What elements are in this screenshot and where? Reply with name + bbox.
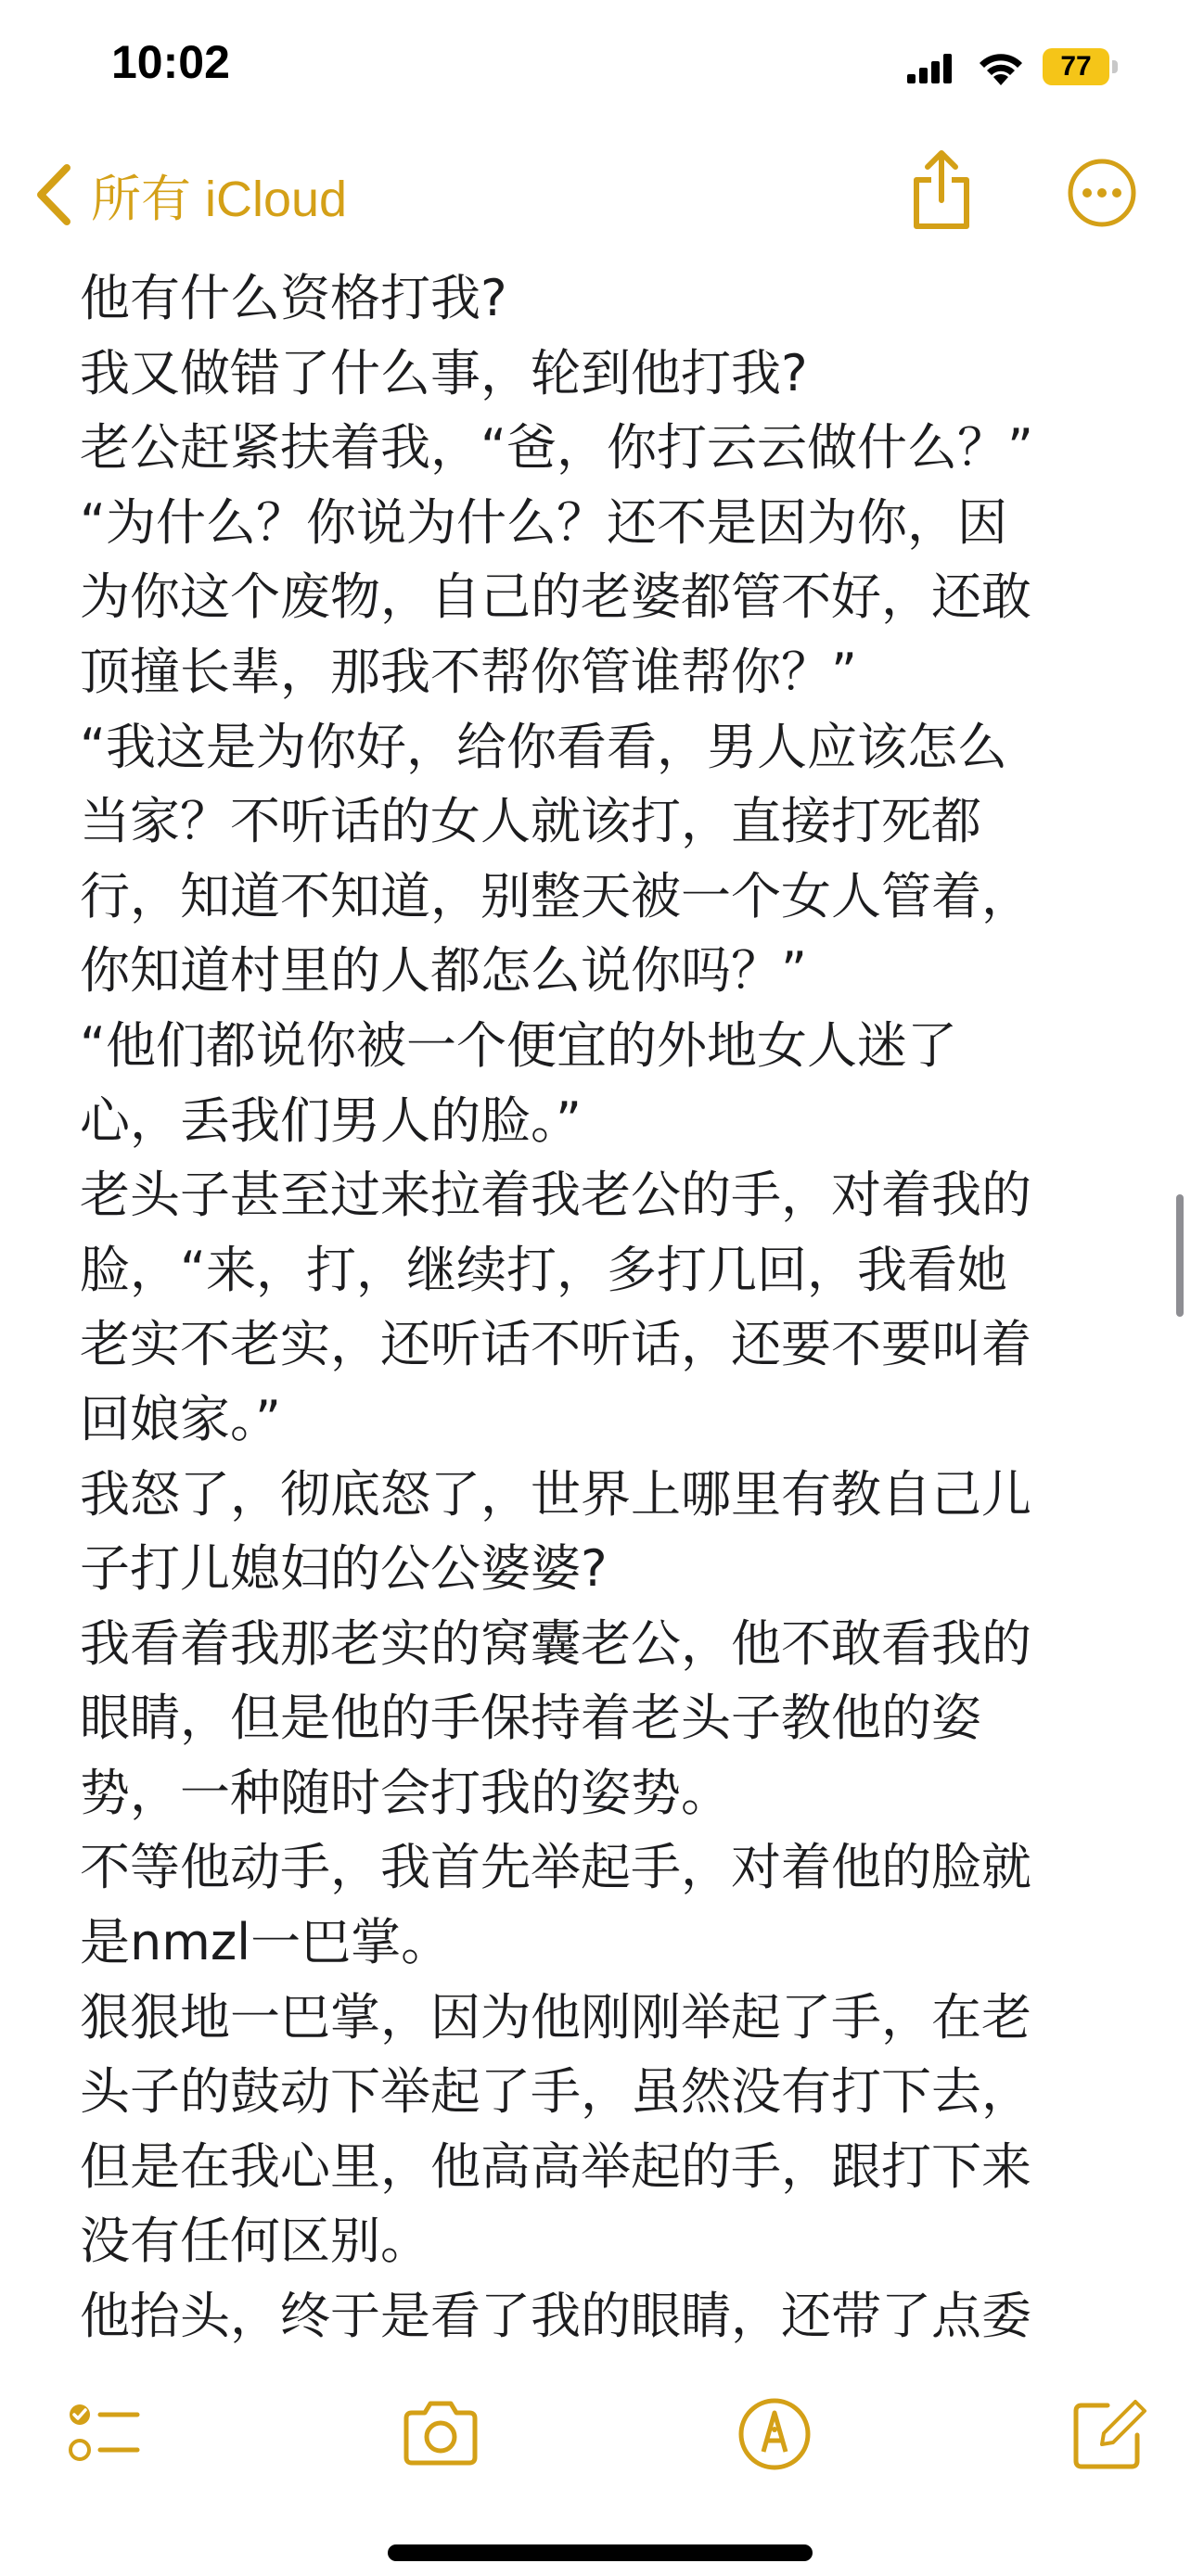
wifi-icon [974,48,1028,85]
note-text-line: 当家？不听话的女人就该打，直接打死都 [80,792,981,851]
cellular-signal-icon [907,54,954,83]
note-text-line: 行，知道不知道，别整天被一个女人管着， [80,866,1031,925]
note-text-line: 心，丢我们男人的脸。” [80,1090,582,1150]
note-text-line: 我看着我那老实的窝囊老公，他不敢看我的 [80,1613,1031,1673]
note-text-line: 为你这个废物，自己的老婆都管不好，还敢 [80,567,1031,627]
note-text-line: “为什么？你说为什么？还不是因为你，因 [80,492,1007,552]
note-text-line: 我怒了，彻底怒了，世界上哪里有教自己儿 [80,1464,1031,1524]
note-text-line: 但是在我心里，他高高举起的手，跟打下来 [80,2136,1031,2196]
note-text-line: 回娘家。” [80,1389,281,1448]
compose-icon [1067,2392,1150,2476]
compose-button[interactable] [1067,2392,1150,2476]
navigation-bar [0,139,1191,250]
note-text-line: 不等他动手，我首先举起手，对着他的脸就 [80,1838,1031,1897]
note-text-line: 头子的鼓动下举起了手，虽然没有打下去， [80,2062,1031,2122]
note-text-line: 子打儿媳妇的公公婆婆? [80,1539,608,1599]
note-text-line: 他有什么资格打我? [80,269,507,327]
pen-tip-icon [733,2392,816,2476]
note-text-line: 我又做错了什么事，轮到他打我? [80,343,808,402]
note-text-line: 势，一种随时会打我的姿势。 [80,1763,731,1822]
note-text-line: “我这是为你好，给你看看，男人应该怎么 [80,717,1007,776]
note-text-line: 顶撞长辈，那我不帮你管谁帮你？” [80,642,857,701]
note-text-line: 老头子甚至过来拉着我老公的手，对着我的 [80,1166,1031,1225]
battery-level: 77 [1043,48,1109,85]
back-button-label: 所有 iCloud [91,171,348,227]
note-text-line: 他抬头，终于是看了我的眼睛，还带了点委 [80,2287,1031,2346]
note-text-line: 老公赶紧扶着我，“爸，你打云云做什么？” [80,418,1033,478]
battery-indicator [1043,48,1119,85]
note-body[interactable] [80,261,1137,2366]
camera-icon [399,2392,482,2476]
note-text-line: 老实不老实，还听话不听话，还要不要叫着 [80,1315,1031,1374]
note-text-line: 脸，“来，打，继续打，多打几回，我看她 [80,1240,1007,1299]
checklist-button[interactable] [59,2392,143,2476]
home-indicator [388,2544,813,2561]
checklist-icon [59,2392,143,2476]
note-text-line: 你知道村里的人都怎么说你吗？” [80,941,807,1001]
note-text-line: 眼睛，但是他的手保持着老头子教他的姿 [80,1689,981,1748]
ellipsis-circle-icon[interactable] [1067,158,1137,228]
note-text-line: 没有任何区别。 [80,2212,430,2271]
camera-button[interactable] [399,2392,482,2476]
note-text-line: 狠狠地一巴掌，因为他刚刚举起了手，在老 [80,1987,1031,2047]
markup-button[interactable] [733,2392,816,2476]
bottom-toolbar [0,2374,1191,2504]
status-time: 10:02 [111,36,230,88]
note-text-line: “他们都说你被一个便宜的外地女人迷了 [80,1015,957,1075]
battery-cap [1112,60,1118,73]
scroll-indicator[interactable] [1176,1194,1184,1317]
share-icon[interactable] [909,148,974,232]
status-bar [0,0,1191,139]
back-button[interactable] [33,158,347,232]
chevron-left-icon [33,162,74,227]
note-text-line: 是nmzl一巴掌。 [80,1913,452,1972]
